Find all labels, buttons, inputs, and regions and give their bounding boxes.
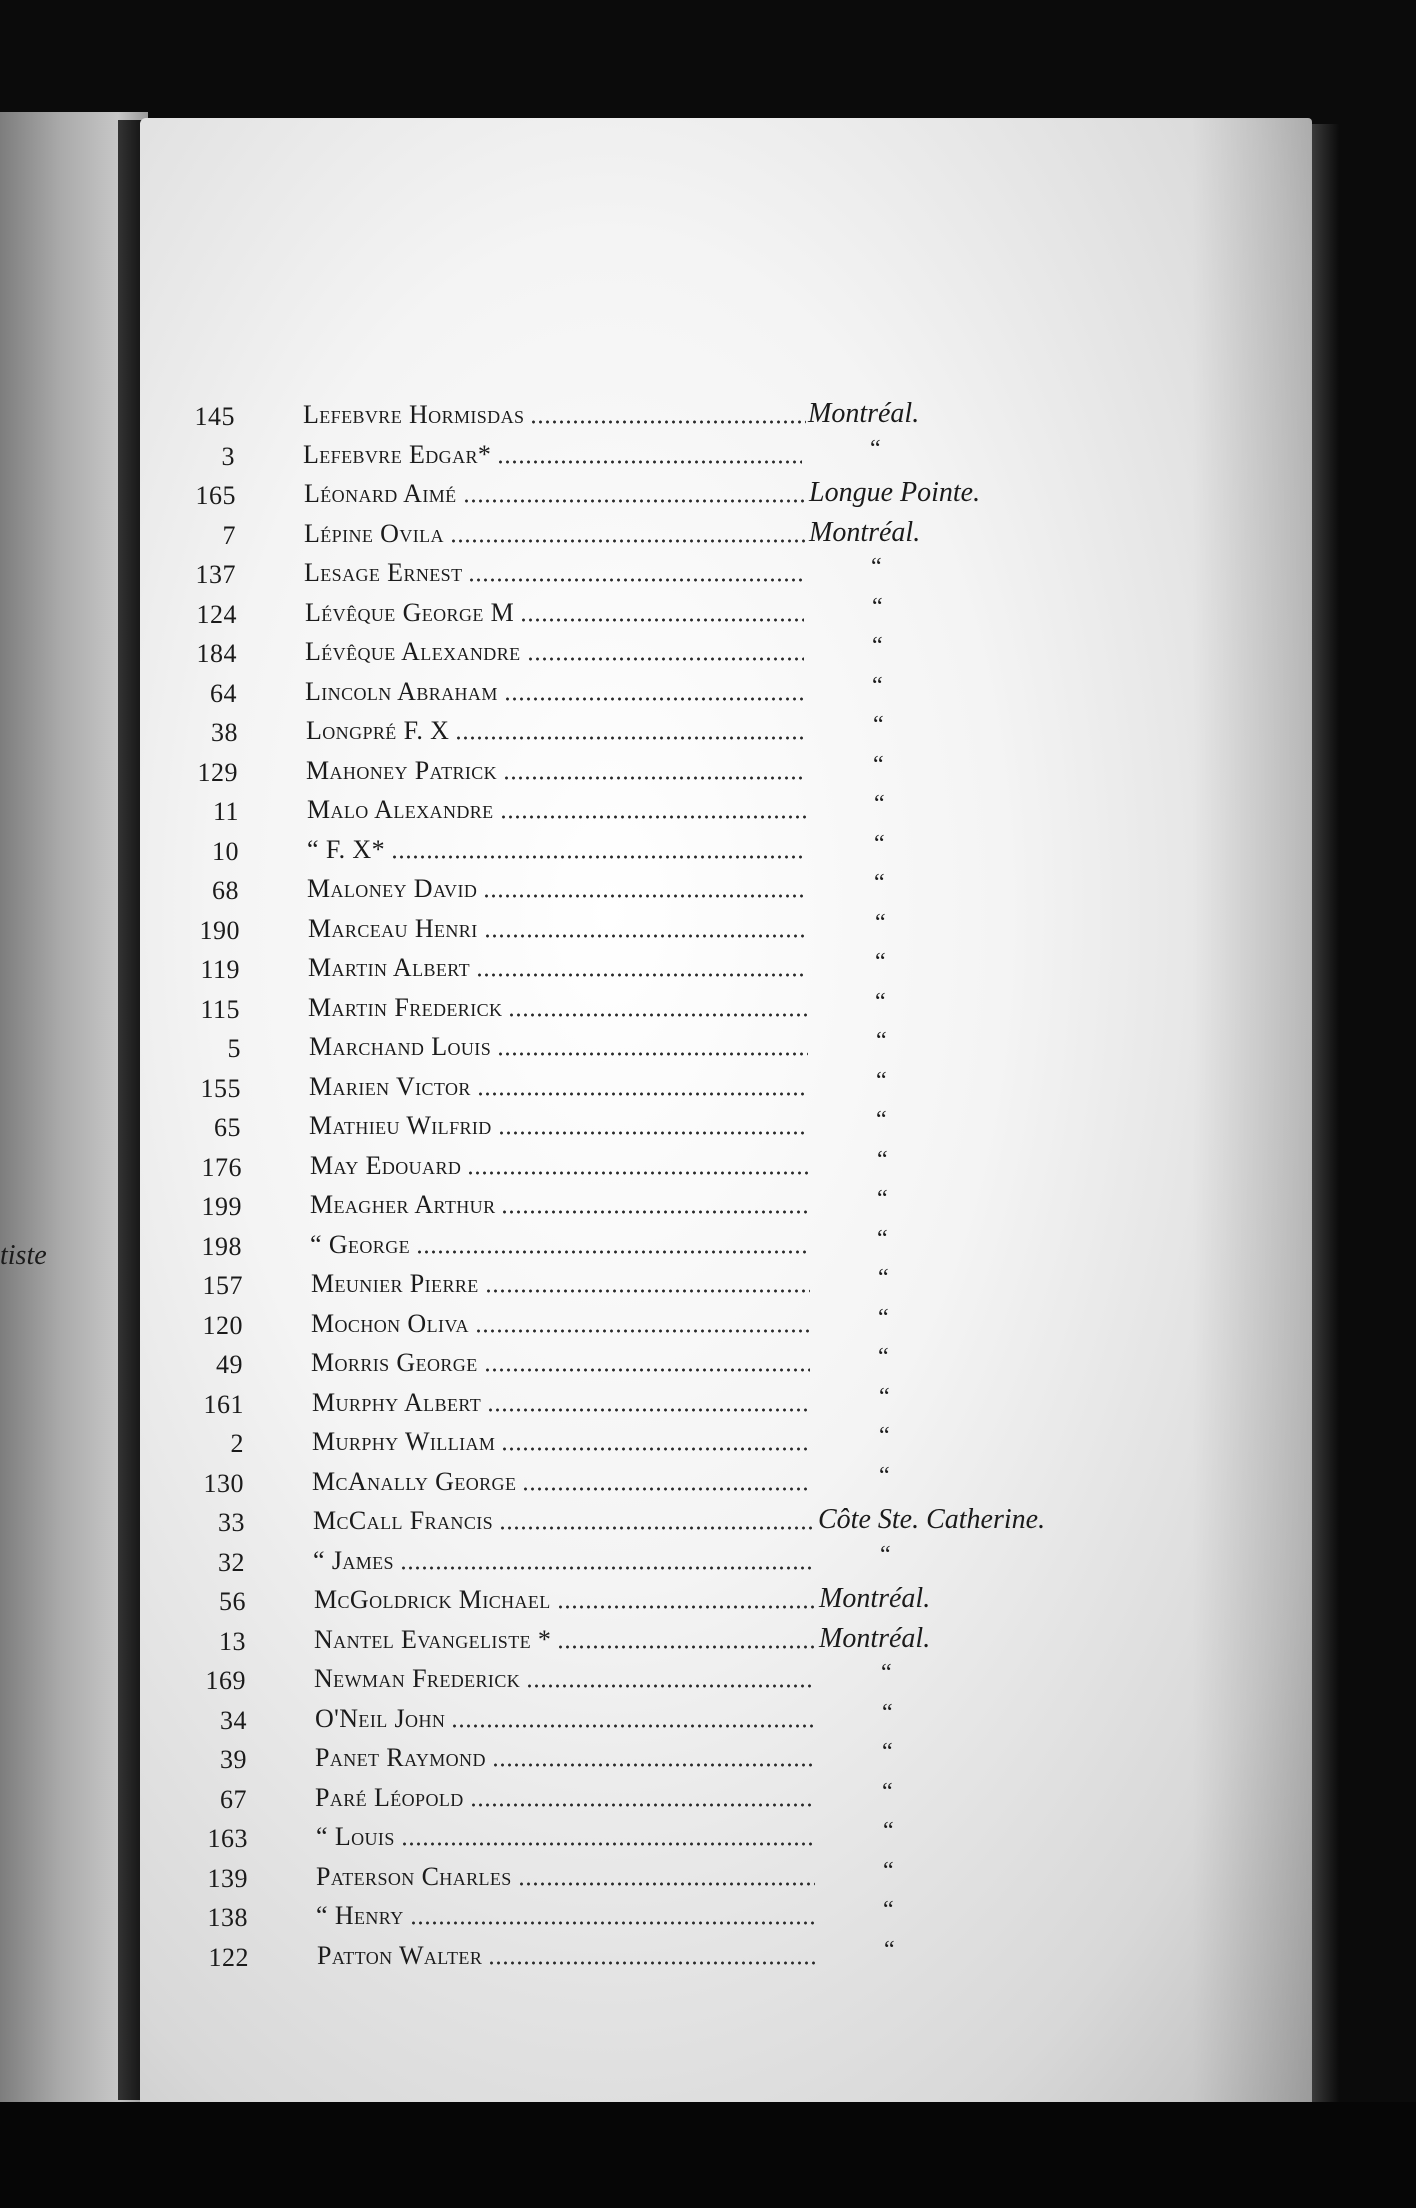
list-item [140, 1068, 1312, 1106]
ditto-mark: “ [882, 1779, 893, 1805]
entry-name: Lefebvre Hormisdas [303, 400, 525, 429]
entry-name: Longpré F. X [306, 716, 450, 745]
ditto-mark: “ [873, 752, 884, 778]
ditto-mark: “ [876, 1028, 887, 1054]
list-item [140, 1107, 1312, 1145]
entry-number: 129 [197, 758, 238, 787]
leader-dots [497, 1052, 808, 1056]
entry-number: 169 [205, 1666, 246, 1695]
leader-dots [483, 894, 806, 898]
list-item [140, 1779, 1312, 1817]
entry-number: 122 [208, 1943, 249, 1972]
ditto-mark: “ [876, 1068, 887, 1094]
leader-dots [484, 1368, 810, 1372]
list-item [140, 791, 1312, 829]
entry-name: Lévêque George M [305, 598, 515, 627]
entry-name: Malo Alexandre [307, 795, 494, 824]
list-item [140, 1739, 1312, 1777]
entry-name: Léonard Aimé [304, 479, 457, 508]
entry-name: McCall Francis [313, 1506, 494, 1535]
list-item [140, 1621, 1312, 1659]
entry-number: 68 [212, 876, 239, 905]
entry-number: 139 [207, 1864, 248, 1893]
entry-name: Mathieu Wilfrid [309, 1111, 492, 1140]
entry-number: 165 [195, 481, 236, 510]
entry-name: McAnally George [312, 1467, 517, 1496]
leader-dots [500, 815, 806, 819]
list-item [140, 1423, 1312, 1461]
entry-name: “ Henry [316, 1901, 404, 1930]
leader-dots [497, 460, 802, 464]
entry-number: 120 [202, 1311, 243, 1340]
ditto-mark: “ [876, 1107, 887, 1133]
list-item [140, 989, 1312, 1027]
list-item [140, 1186, 1312, 1224]
entry-number: 157 [202, 1271, 243, 1300]
entry-name: Lévêque Alexandre [305, 637, 521, 666]
entry-name: Mochon Oliva [311, 1309, 469, 1338]
entry-number: 124 [196, 600, 237, 629]
leader-dots [451, 1724, 814, 1728]
leader-dots [520, 618, 804, 622]
list-item [140, 396, 1312, 434]
entry-name: May Edouard [310, 1151, 462, 1180]
entry-number: 161 [203, 1390, 244, 1419]
entry-place: Longue Pointe. [809, 477, 981, 508]
entry-number: 5 [227, 1034, 241, 1063]
ditto-mark: “ [873, 712, 884, 738]
entry-name: “ F. X* [307, 835, 385, 864]
entry-name: Martin Frederick [308, 993, 503, 1022]
entry-name: Lefebvre Edgar* [303, 440, 492, 469]
leader-dots [470, 1803, 814, 1807]
entry-name: O'Neil John [315, 1704, 446, 1733]
left-page-fragment: tiste [0, 1240, 47, 1271]
document-page [140, 118, 1312, 2102]
entry-name: Morris George [311, 1348, 478, 1377]
page-right-edge [1312, 124, 1340, 2102]
ditto-mark: “ [879, 1384, 890, 1410]
entry-name: Nantel Evangeliste * [314, 1625, 552, 1654]
entry-name: Lincoln Abraham [305, 677, 498, 706]
leader-dots [401, 1842, 815, 1846]
entry-number: 64 [210, 679, 237, 708]
entry-name: Paterson Charles [316, 1862, 512, 1891]
leader-dots [503, 776, 805, 780]
leader-dots [463, 499, 807, 503]
ditto-mark: “ [882, 1700, 893, 1726]
entry-number: 10 [212, 837, 239, 866]
ditto-mark: “ [874, 831, 885, 857]
ditto-mark: “ [883, 1897, 894, 1923]
entry-name: Maloney David [307, 874, 478, 903]
entry-name: Murphy Albert [312, 1388, 482, 1417]
ditto-mark: “ [881, 1660, 892, 1686]
leader-dots [416, 1250, 809, 1254]
entry-name: Marceau Henri [308, 914, 478, 943]
ditto-mark: “ [874, 870, 885, 896]
list-item [140, 1700, 1312, 1738]
ditto-mark: “ [878, 1344, 889, 1370]
entry-name: Marchand Louis [309, 1032, 492, 1061]
list-item [140, 554, 1312, 592]
leader-dots [504, 697, 804, 701]
list-item [140, 1542, 1312, 1580]
ditto-mark: “ [874, 791, 885, 817]
ditto-mark: “ [870, 436, 881, 462]
entry-place: Montréal. [809, 517, 921, 548]
leader-dots [487, 1408, 811, 1412]
entry-number: 65 [214, 1113, 241, 1142]
list-item [140, 910, 1312, 948]
list-item [140, 436, 1312, 474]
leader-dots [518, 1882, 815, 1886]
leader-dots [468, 578, 803, 582]
entry-number: 176 [201, 1153, 242, 1182]
ditto-mark: “ [883, 1858, 894, 1884]
ditto-mark: “ [872, 633, 883, 659]
leader-dots [527, 657, 804, 661]
list-item [140, 1858, 1312, 1896]
ditto-mark: “ [875, 989, 886, 1015]
entry-place: Montréal. [819, 1623, 931, 1654]
ditto-mark: “ [877, 1226, 888, 1252]
entry-number: 33 [218, 1508, 245, 1537]
leader-dots [530, 420, 806, 424]
entry-number: 39 [220, 1745, 247, 1774]
list-item [140, 673, 1312, 711]
entry-name: Meunier Pierre [311, 1269, 479, 1298]
entry-number: 137 [195, 560, 236, 589]
list-item [140, 1463, 1312, 1501]
leader-dots [522, 1487, 811, 1491]
entry-name: “ Louis [316, 1822, 395, 1851]
list-item [140, 1818, 1312, 1856]
entry-place: Montréal. [819, 1583, 931, 1614]
entry-name: Lépine Ovila [304, 519, 444, 548]
leader-dots [557, 1645, 817, 1649]
list-item [140, 1028, 1312, 1066]
leader-dots [391, 855, 806, 859]
entry-name: Marien Victor [309, 1072, 471, 1101]
ditto-mark: “ [871, 554, 882, 580]
leader-dots [400, 1566, 812, 1570]
list-item [140, 1897, 1312, 1935]
entry-name: Murphy William [312, 1427, 496, 1456]
entry-name: Panet Raymond [315, 1743, 486, 1772]
list-item [140, 633, 1312, 671]
ditto-mark: “ [883, 1818, 894, 1844]
ditto-mark: “ [877, 1186, 888, 1212]
entry-name: “ James [313, 1546, 394, 1575]
entry-number: 138 [207, 1903, 248, 1932]
list-item [140, 752, 1312, 790]
entry-number: 3 [221, 442, 235, 471]
list-item [140, 1305, 1312, 1343]
list-item [140, 594, 1312, 632]
leader-dots [476, 973, 807, 977]
entry-name: McGoldrick Michael [314, 1585, 551, 1614]
leader-dots [488, 1961, 816, 1965]
entry-number: 199 [201, 1192, 242, 1221]
entry-number: 56 [219, 1587, 246, 1616]
leader-dots [498, 1131, 808, 1135]
entry-name: “ George [310, 1230, 411, 1259]
list-item [140, 831, 1312, 869]
leader-dots [508, 1013, 807, 1017]
ditto-mark: “ [878, 1265, 889, 1291]
entry-number: 184 [196, 639, 237, 668]
leader-dots [526, 1684, 813, 1688]
leader-dots [475, 1329, 810, 1333]
entry-name: Patton Walter [317, 1941, 483, 1970]
entry-number: 34 [220, 1706, 247, 1735]
ditto-mark: “ [875, 949, 886, 975]
leader-dots [455, 736, 805, 740]
list-item [140, 1147, 1312, 1185]
list-item [140, 1937, 1312, 1975]
entry-number: 13 [219, 1627, 246, 1656]
list-item [140, 1660, 1312, 1698]
ditto-mark: “ [877, 1147, 888, 1173]
entry-number: 198 [201, 1232, 242, 1261]
leader-dots [499, 1526, 816, 1530]
ditto-mark: “ [882, 1739, 893, 1765]
list-item [140, 949, 1312, 987]
entry-number: 119 [200, 955, 240, 984]
leader-dots [485, 1289, 810, 1293]
entry-place: Montréal. [808, 398, 920, 429]
entry-name: Mahoney Patrick [306, 756, 498, 785]
ditto-mark: “ [872, 594, 883, 620]
entry-number: 32 [218, 1548, 245, 1577]
ditto-mark: “ [880, 1542, 891, 1568]
ditto-mark: “ [879, 1463, 890, 1489]
leader-dots [477, 1092, 808, 1096]
leader-dots [410, 1921, 815, 1925]
entry-name: Newman Frederick [314, 1664, 521, 1693]
entry-number: 145 [194, 402, 235, 431]
leader-dots [467, 1171, 809, 1175]
entry-number: 2 [230, 1429, 244, 1458]
ditto-mark: “ [884, 1937, 895, 1963]
list-item [140, 1344, 1312, 1382]
entry-number: 115 [200, 995, 240, 1024]
entry-place: Côte Ste. Catherine. [818, 1504, 1046, 1535]
entry-number: 190 [199, 916, 240, 945]
ditto-mark: “ [872, 673, 883, 699]
entry-number: 163 [207, 1824, 248, 1853]
list-item [140, 475, 1312, 513]
list-item [140, 1581, 1312, 1619]
scan-bottom-border [0, 2102, 1416, 2208]
leader-dots [501, 1210, 809, 1214]
list-item [140, 870, 1312, 908]
list-item [140, 1502, 1312, 1540]
ditto-mark: “ [878, 1305, 889, 1331]
entry-number: 155 [200, 1074, 241, 1103]
entry-number: 11 [212, 797, 239, 826]
list-item [140, 515, 1312, 553]
entry-number: 130 [203, 1469, 244, 1498]
entry-number: 7 [222, 521, 236, 550]
entry-name: Paré Léopold [315, 1783, 464, 1812]
leader-dots [557, 1605, 817, 1609]
entry-number: 67 [220, 1785, 247, 1814]
ditto-mark: “ [875, 910, 886, 936]
entry-number: 49 [216, 1350, 243, 1379]
list-item [140, 1384, 1312, 1422]
entry-number: 38 [211, 718, 238, 747]
list-item [140, 1265, 1312, 1303]
leader-dots [450, 539, 807, 543]
entry-name: Meagher Arthur [310, 1190, 496, 1219]
ditto-mark: “ [879, 1423, 890, 1449]
leader-dots [484, 934, 807, 938]
leader-dots [492, 1763, 814, 1767]
list-item [140, 1226, 1312, 1264]
entry-name: Lesage Ernest [304, 558, 463, 587]
entry-name: Martin Albert [308, 953, 470, 982]
list-item [140, 712, 1312, 750]
leader-dots [501, 1447, 811, 1451]
